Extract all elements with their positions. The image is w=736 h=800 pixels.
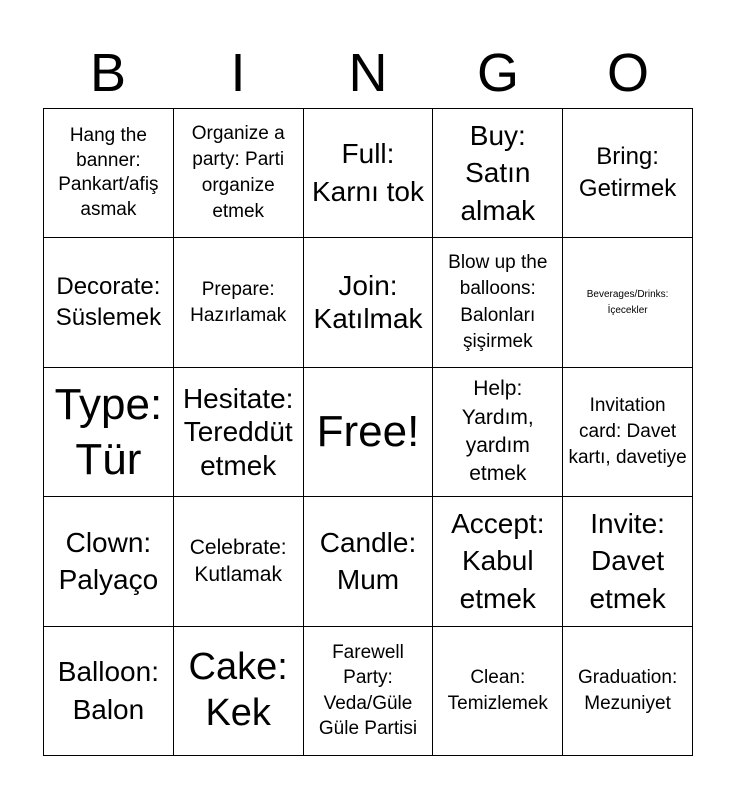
bingo-cell[interactable]: Accept: Kabul etmek (433, 497, 563, 626)
bingo-cell[interactable]: Cake: Kek (174, 627, 304, 756)
bingo-cell[interactable]: Farewell Party: Veda/Güle Güle Partisi (304, 627, 434, 756)
bingo-cell[interactable]: Full: Karnı tok (304, 109, 434, 238)
header-letter-i: I (230, 43, 246, 103)
header-letter-o: O (606, 43, 649, 103)
bingo-cell[interactable]: Hesitate: Tereddüt etmek (174, 368, 304, 497)
bingo-cell[interactable]: Organize a party: Parti organize etmek (174, 109, 304, 238)
bingo-cell[interactable]: Blow up the balloons: Balonları şişirmek (433, 238, 563, 367)
bingo-cell[interactable]: Type: Tür (44, 368, 174, 497)
bingo-header (43, 38, 693, 108)
bingo-cell[interactable]: Help: Yardım, yardım etmek (433, 368, 563, 497)
bingo-cell[interactable]: Invite: Davet etmek (563, 497, 693, 626)
bingo-cell[interactable]: Join: Katılmak (304, 238, 434, 367)
bingo-cell[interactable]: Clown: Palyaço (44, 497, 174, 626)
bingo-card-grid (43, 108, 693, 756)
free-space[interactable]: Free! (304, 368, 434, 497)
bingo-cell[interactable]: Clean: Temizlemek (433, 627, 563, 756)
header-letter-b: B (89, 43, 127, 103)
bingo-cell[interactable]: Invitation card: Davet kartı, davetiye (563, 368, 693, 497)
bingo-cell[interactable]: Celebrate: Kutlamak (174, 497, 304, 626)
bingo-cell[interactable]: Hang the banner: Pankart/afiş asmak (44, 109, 174, 238)
header-letter-g: G (476, 43, 519, 103)
bingo-cell[interactable]: Balloon: Balon (44, 627, 174, 756)
bingo-cell[interactable]: Bring: Getirmek (563, 109, 693, 238)
header-letter-n: N (348, 43, 388, 103)
bingo-cell[interactable]: Prepare: Hazırlamak (174, 238, 304, 367)
bingo-cell[interactable]: Graduation: Mezuniyet (563, 627, 693, 756)
bingo-cell[interactable]: Buy: Satın almak (433, 109, 563, 238)
bingo-cell[interactable]: Decorate: Süslemek (44, 238, 174, 367)
bingo-cell[interactable]: Candle: Mum (304, 497, 434, 626)
bingo-cell[interactable]: Beverages/Drinks: İçecekler (563, 238, 693, 367)
